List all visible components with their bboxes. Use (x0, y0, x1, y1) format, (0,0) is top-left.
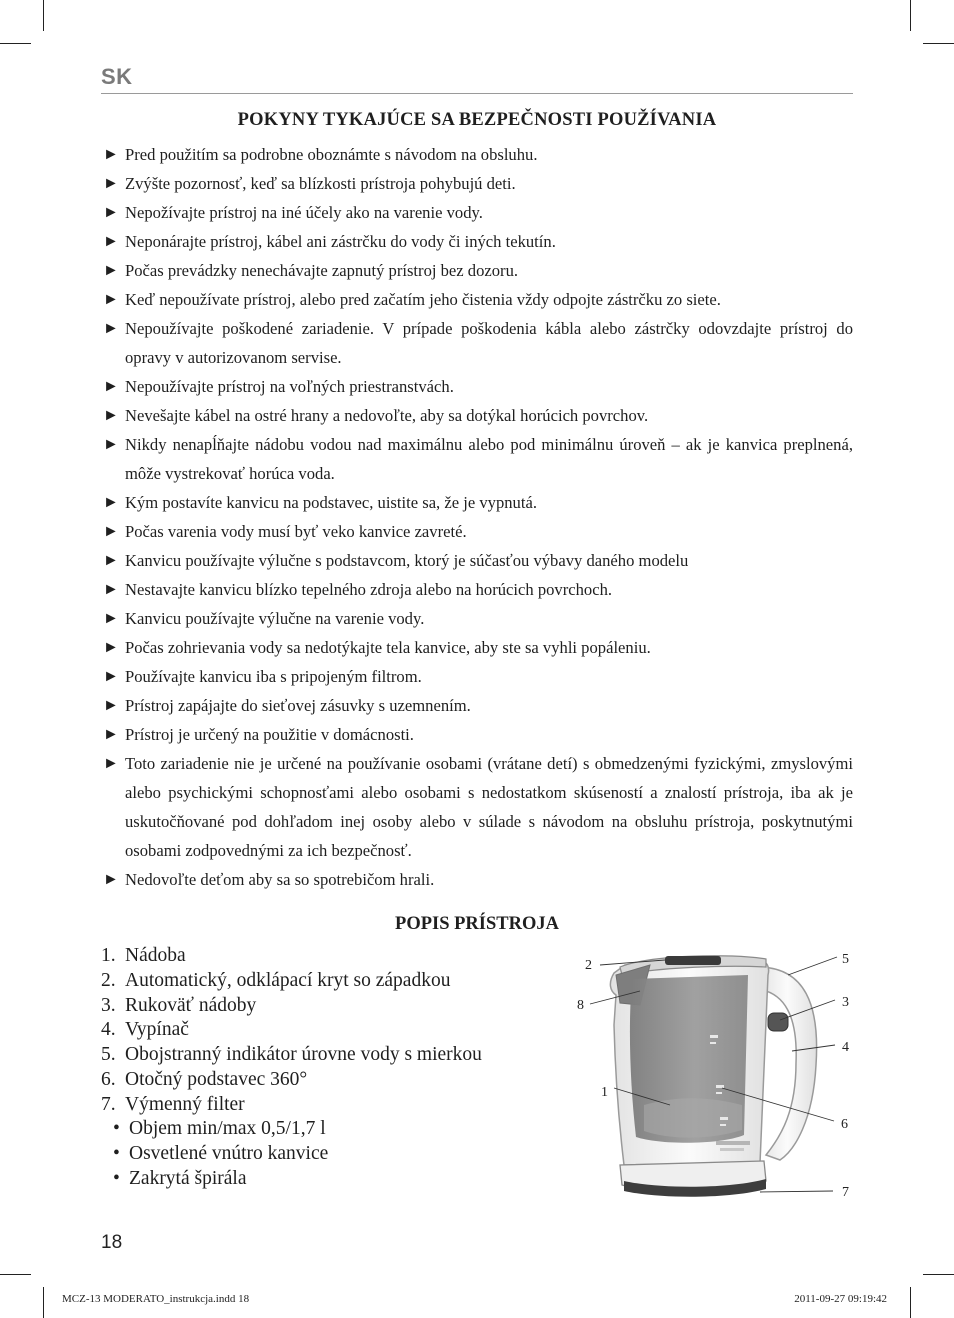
crop-mark (910, 0, 911, 31)
safety-title: POKYNY TYKAJÚCE SA BEZPEČNOSTI POUŽÍVANIA (237, 110, 717, 130)
list-item: ► Kanvicu používajte výlučne s podstavcom, ktorý je súčasťou výbavy daného modelu (103, 546, 853, 575)
crop-mark (910, 1287, 911, 1318)
list-item: ► Neponárajte prístroj, kábel ani zástrčku do vody či iných tekutín. (103, 227, 853, 256)
list-item (101, 1093, 482, 1118)
page-number: 18 (101, 1232, 123, 1253)
part-number: 2. (101, 969, 116, 991)
list-item: ► Nepožívajte prístroj na iné účely ako na varenie vody. (103, 198, 853, 227)
language-code: SK (101, 64, 133, 89)
bullet-arrow-icon: ► (103, 755, 119, 772)
bullet-arrow-icon: ► (103, 871, 119, 888)
list-item: ► Kanvicu používajte výlučne na varenie vody. (103, 604, 853, 633)
bullet-arrow-icon: ► (103, 262, 119, 279)
part-number: 6. (101, 1068, 116, 1090)
list-item: ► Pred použitím sa podrobne oboznámte s návodom na obsluhu. (103, 140, 853, 169)
list-item: ► Nevešajte kábel na ostré hrany a nedovoľte, aby sa dotýkal horúcich povrchov. (103, 401, 853, 430)
bullet-dot-icon: • (113, 1142, 120, 1164)
crop-mark (43, 1287, 44, 1318)
list-item (113, 1167, 328, 1192)
list-item: ► Prístroj zapájajte do sieťovej zásuvky s uzemnením. (103, 691, 853, 720)
part-number: 1. (101, 945, 116, 966)
bullet-arrow-icon: ► (103, 494, 119, 511)
description-title: POPIS PRÍSTROJA (395, 914, 559, 934)
list-item: ► Nedovoľte deťom aby sa so spotrebičom hrali. (103, 865, 853, 894)
list-item (101, 994, 482, 1019)
safety-list (103, 140, 853, 894)
lid-button (665, 956, 721, 965)
list-item (113, 1142, 328, 1167)
bullet-arrow-icon: ► (103, 291, 119, 308)
callout-1: 1 (601, 1085, 608, 1100)
bullet-arrow-icon: ► (103, 436, 119, 453)
callout-7: 7 (842, 1185, 849, 1200)
callout-8: 8 (577, 998, 584, 1013)
feature-label: Zakrytá špirála (129, 1167, 247, 1189)
bullet-arrow-icon: ► (103, 552, 119, 569)
list-item (101, 969, 482, 994)
bullet-arrow-icon: ► (103, 697, 119, 714)
file-info: MCZ-13 MODERATO_instrukcja.indd 18 (62, 1293, 250, 1305)
feature-label: Objem min/max 0,5/1,7 l (129, 1118, 326, 1139)
list-item (101, 1043, 482, 1068)
part-label: Vypínač (125, 1019, 189, 1041)
list-item (113, 1117, 328, 1142)
list-item: ► Kým postavíte kanvicu na podstavec, uistite sa, že je vypnutá. (103, 488, 853, 517)
crop-mark (43, 0, 44, 31)
part-label: Nádoba (125, 945, 186, 966)
list-item: ► Keď nepoužívate prístroj, alebo pred začatím jeho čistenia vždy odpojte zástrčku zo siete. (103, 285, 853, 314)
list-item: ► Počas varenia vody musí byť veko kanvice zavreté. (103, 517, 853, 546)
parts-list (101, 944, 482, 1118)
list-item: ► Nestavajte kanvicu blízko tepelného zdroja alebo na horúcich povrchoch. (103, 575, 853, 604)
list-item (101, 944, 482, 969)
features-list (113, 1117, 328, 1191)
crop-mark (923, 1274, 954, 1275)
bullet-arrow-icon: ► (103, 668, 119, 685)
list-item (101, 1018, 482, 1043)
bullet-arrow-icon: ► (103, 233, 119, 250)
callout-3: 3 (842, 995, 849, 1010)
part-label: Rukoväť nádoby (125, 994, 257, 1016)
part-label: Automatický, odklápací kryt so západkou (125, 969, 451, 991)
crop-mark (923, 43, 954, 44)
bullet-arrow-icon: ► (103, 320, 119, 337)
callout-6: 6 (841, 1117, 848, 1132)
crop-mark (0, 1274, 31, 1275)
list-item: ► Počas prevádzky nenechávajte zapnutý prístroj bez dozoru. (103, 256, 853, 285)
bullet-arrow-icon: ► (103, 610, 119, 627)
crop-mark (0, 43, 31, 44)
list-item: ► Toto zariadenie nie je určené na používanie osobami (vrátane detí) s obmedzenými fyzickými, zmyslovými alebo psychickými schopnosťami alebo osobami s nedostatkom skúseností a znalostí prístroja, iba ak je uskutočňované pod dohľadom inej osoby alebo v súlade s návodom na obsluhu prístroja, poskytnutými osobami zodpovednými za ich bezpečnosť. (103, 749, 853, 865)
bullet-arrow-icon: ► (103, 523, 119, 540)
list-item (101, 1068, 482, 1093)
list-item: ► Nepoužívajte poškodené zariadenie. V prípade poškodenia kábla alebo zástrčky odovzdajte prístroj do opravy v autorizovanom servise. (103, 314, 853, 372)
list-item: ► Používajte kanvicu iba s pripojeným filtrom. (103, 662, 853, 691)
callout-5: 5 (842, 952, 849, 967)
part-number: 5. (101, 1044, 116, 1066)
feature-label: Osvetlené vnútro kanvice (129, 1142, 329, 1164)
part-number: 7. (101, 1093, 116, 1115)
bullet-arrow-icon: ► (103, 407, 119, 424)
part-label: Výmenný filter (125, 1093, 245, 1115)
list-item: ► Počas zohrievania vody sa nedotýkajte tela kanvice, aby ste sa vyhli popáleniu. (103, 633, 853, 662)
list-item: ► Prístroj je určený na použitie v domácnosti. (103, 720, 853, 749)
list-item: ► Zvýšte pozornosť, keď sa blízkosti prístroja pohybujú deti. (103, 169, 853, 198)
kettle-illustration (570, 945, 860, 1205)
bullet-dot-icon: • (113, 1118, 120, 1139)
kettle-switch (768, 1013, 788, 1031)
bullet-arrow-icon: ► (103, 639, 119, 656)
callout-4: 4 (842, 1040, 849, 1055)
bullet-arrow-icon: ► (103, 726, 119, 743)
part-label: Otočný podstavec 360° (125, 1068, 308, 1090)
part-number: 3. (101, 994, 116, 1016)
part-number: 4. (101, 1019, 116, 1041)
bullet-arrow-icon: ► (103, 378, 119, 395)
bullet-arrow-icon: ► (103, 146, 119, 163)
bullet-arrow-icon: ► (103, 175, 119, 192)
print-timestamp: 2011-09-27 09:19:42 (794, 1293, 887, 1305)
callout-2: 2 (585, 958, 592, 973)
list-item: ► Nepoužívajte prístroj na voľných priestranstvách. (103, 372, 853, 401)
bullet-arrow-icon: ► (103, 204, 119, 221)
list-item: ► Nikdy nenapĺňajte nádobu vodou nad maximálnu alebo pod minimálnu úroveň – ak je kanvica preplnená, môže vystrekovať horúca voda. (103, 430, 853, 488)
bullet-dot-icon: • (113, 1167, 120, 1189)
header-rule (101, 93, 853, 94)
bullet-arrow-icon: ► (103, 581, 119, 598)
part-label: Obojstranný indikátor úrovne vody s mierkou (125, 1044, 482, 1066)
